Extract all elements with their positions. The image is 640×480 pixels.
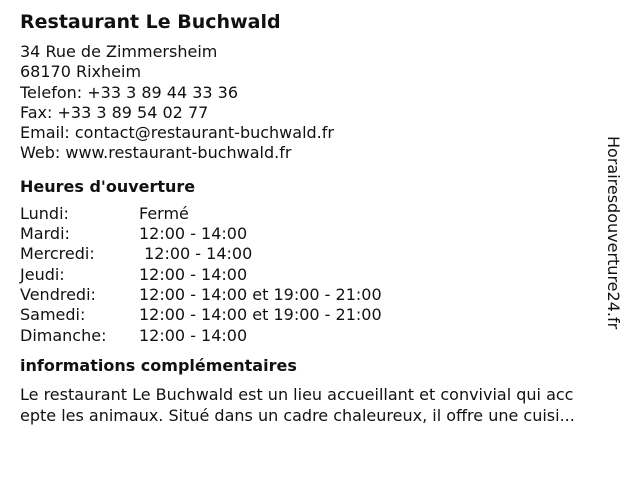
hours-row-wednesday xyxy=(20,244,616,264)
address-street: 34 Rue de Zimmersheim xyxy=(20,42,218,61)
time-value: 12:00 - 14:00 xyxy=(139,244,253,264)
day-label: Mardi: xyxy=(20,224,70,244)
phone-line: Telefon: +33 3 89 44 33 36 xyxy=(20,82,239,102)
restaurant-info-card xyxy=(20,8,616,426)
day-label: Samedi: xyxy=(20,305,86,325)
hours-row-thursday xyxy=(20,265,616,285)
hours-row-sunday xyxy=(20,326,616,346)
time-value: 12:00 - 14:00 et 19:00 - 21:00 xyxy=(139,305,382,325)
day-label: Vendredi: xyxy=(20,284,96,304)
additional-info-heading: informations complémentaires xyxy=(20,355,297,375)
time-value: 12:00 - 14:00 xyxy=(139,224,248,244)
site-watermark: Horairesdouverture24.fr xyxy=(604,136,623,330)
day-label: Dimanche: xyxy=(20,325,107,345)
hours-heading: Heures d'ouverture xyxy=(20,176,196,196)
day-label: Mercredi: xyxy=(20,244,95,264)
time-value: Fermé xyxy=(139,203,189,223)
hours-row-monday xyxy=(20,204,616,224)
hours-row-friday xyxy=(20,285,616,305)
description-line: epte les animaux. Situé dans un cadre chaleureux, il offre une cuisi... xyxy=(20,405,575,425)
restaurant-description xyxy=(20,384,624,426)
restaurant-name: Restaurant Le Buchwald xyxy=(20,11,281,33)
hours-row-saturday xyxy=(20,305,616,325)
email-line: Email: contact@restaurant-buchwald.fr xyxy=(20,123,334,143)
day-label: Jeudi: xyxy=(20,264,65,284)
time-value: 12:00 - 14:00 xyxy=(139,264,248,284)
hours-table xyxy=(20,204,616,346)
contact-block xyxy=(20,42,616,164)
address-city: 68170 Rixheim xyxy=(20,62,142,82)
time-value: 12:00 - 14:00 et 19:00 - 21:00 xyxy=(139,284,382,304)
fax-line: Fax: +33 3 89 54 02 77 xyxy=(20,102,209,122)
description-line: Le restaurant Le Buchwald est un lieu accueillant et convivial qui acc xyxy=(20,384,574,404)
time-value: 12:00 - 14:00 xyxy=(139,325,248,345)
web-line: Web: www.restaurant-buchwald.fr xyxy=(20,143,292,163)
hours-row-tuesday xyxy=(20,224,616,244)
day-label: Lundi: xyxy=(20,203,69,223)
